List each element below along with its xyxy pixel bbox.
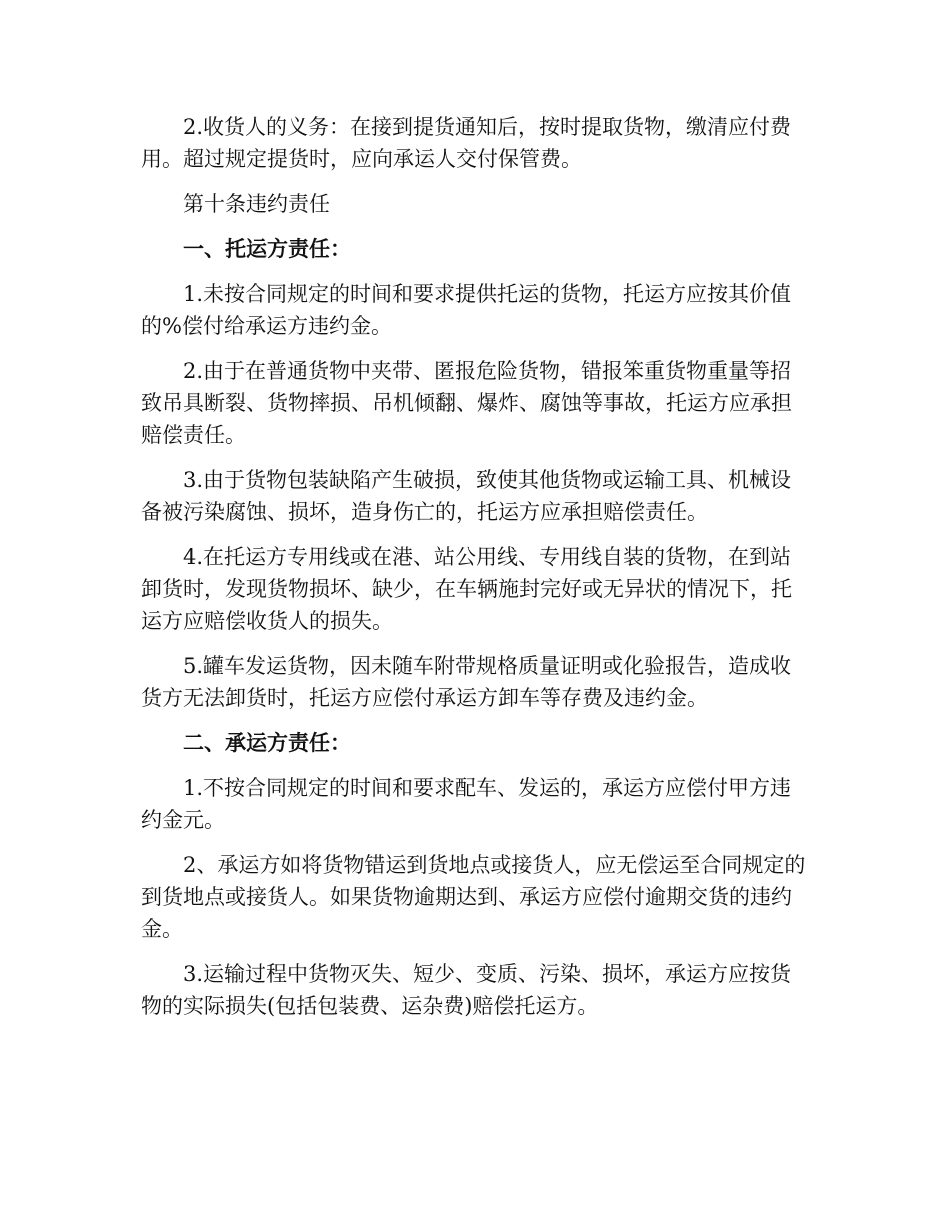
paragraph-carrier-item-1: 1.不按合同规定的时间和要求配车、发运的，承运方应偿付甲方违约金元。 <box>141 776 792 832</box>
section-title-breach-liability: 第十条违约责任 <box>183 192 330 216</box>
paragraph-shipper-item-1: 1.未按合同规定的时间和要求提供托运的货物，托运方应按其价值的%偿付给承运方违约金。 <box>141 282 792 338</box>
paragraph-consignee-duty: 2.收货人的义务：在接到提货通知后，按时提取货物，缴清应付费用。超过规定提货时，应向承运人交付保管费。 <box>141 115 792 171</box>
paragraph-shipper-item-2: 2.由于在普通货物中夹带、匿报危险货物，错报笨重货物重量等招致吊具断裂、货物摔损、吊机倾翻、爆炸、腐蚀等事故，托运方应承担赔偿责任。 <box>141 359 792 447</box>
document-body <box>141 111 811 1035</box>
paragraph-shipper-item-4: 4.在托运方专用线或在港、站公用线、专用线自装的货物，在到站卸货时，发现货物损坏、缺少，在车辆施封完好或无异状的情况下，托运方应赔偿收货人的损失。 <box>141 545 792 633</box>
paragraph-carrier-item-2: 2、承运方如将货物错运到货地点或接货人，应无偿运至合同规定的到货地点或接货人。如果货物逾期达到、承运方应偿付逾期交货的违约金。 <box>141 853 806 941</box>
paragraph-shipper-item-3: 3.由于货物包装缺陷产生破损，致使其他货物或运输工具、机械设备被污染腐蚀、损坏，造身伤亡的，托运方应承担赔偿责任。 <box>141 468 792 524</box>
paragraph-shipper-item-5: 5.罐车发运货物，因未随车附带规格质量证明或化验报告，造成收货方无法卸货时，托运方应偿付承运方卸车等存费及违约金。 <box>141 654 792 710</box>
heading-shipper-liability: 一、托运方责任： <box>183 236 351 261</box>
paragraph-carrier-item-3: 3.运输过程中货物灭失、短少、变质、污染、损坏，承运方应按货物的实际损失(包括包装费、运杂费)赔偿托运方。 <box>141 962 792 1018</box>
heading-carrier-liability: 二、承运方责任： <box>183 730 351 755</box>
